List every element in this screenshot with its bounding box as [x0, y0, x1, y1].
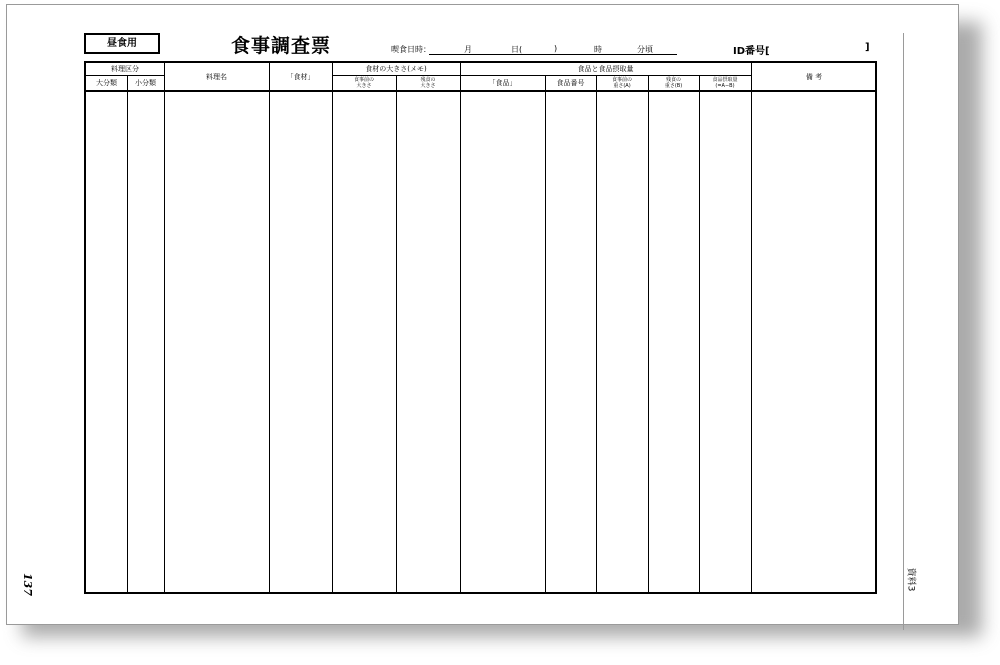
header-bottom-rule [86, 90, 875, 92]
header-weight-leftover [648, 76, 699, 90]
col-divider [545, 75, 546, 592]
month-label: 月 [464, 45, 472, 54]
header-size-leftover-line2: 大きさ [420, 83, 436, 89]
meal-survey-table [84, 61, 877, 594]
header-size-leftover [396, 76, 460, 90]
meal-type-badge: 昼食用 [84, 33, 160, 54]
id-number-label: ID番号[ [733, 46, 770, 57]
page-number: 137 [20, 573, 34, 596]
header-dish-name: 料理名 [206, 72, 227, 81]
form-page [6, 4, 959, 625]
minute-label: 分頃 [637, 45, 653, 54]
header-size-leftover-line1: 残食の [420, 77, 436, 83]
weekday-close: ) [554, 44, 558, 53]
datetime-label: 喫食日時： [391, 45, 431, 54]
header-size-before-meal [332, 76, 396, 90]
meal-datetime-field [391, 44, 661, 56]
section-label: 資料3 [905, 567, 916, 592]
header-dish-category: 料理区分 [111, 65, 139, 73]
col-divider [396, 75, 397, 592]
col-divider [332, 63, 333, 592]
header-food: 「食品」 [488, 79, 517, 87]
col-divider [596, 75, 597, 592]
form-title: 食事調査票 [231, 35, 332, 57]
hour-label: 時 [594, 45, 602, 54]
header-weight-leftover-line1: 残食の [665, 77, 681, 83]
header-minor-category: 小分類 [135, 79, 156, 87]
id-number-close: ] [865, 42, 870, 53]
header-major-category: 大分類 [96, 79, 117, 87]
header-weight-before-line1: 食事前の [611, 77, 632, 83]
header-remarks: 備 考 [805, 72, 823, 81]
header-intake-line1: 食品摂取量 [712, 77, 738, 83]
header-size-before-meal-line1: 食事前の [353, 77, 374, 83]
header-intake-amount [699, 76, 751, 90]
col-divider [648, 75, 649, 592]
margin-rule [903, 33, 904, 630]
header-ingredient: 「食材」 [286, 72, 315, 81]
col-divider [699, 75, 700, 592]
header-weight-before-line2: 重さ(A) [613, 83, 631, 89]
col-divider [127, 75, 128, 592]
header-weight-before-meal [596, 76, 648, 90]
day-label: 日( [511, 45, 523, 54]
header-food-number: 食品番号 [556, 79, 585, 87]
col-divider [460, 63, 461, 592]
header-intake-line2: (=A−B) [715, 83, 735, 89]
col-divider [269, 63, 270, 592]
col-divider [164, 63, 165, 592]
header-size-before-meal-line2: 大きさ [356, 83, 372, 89]
col-divider [751, 63, 752, 592]
header-weight-leftover-line2: 重さ(B) [664, 83, 683, 89]
header-ingredient-size: 食材の大きさ(メモ) [365, 65, 427, 73]
header-food-intake: 食品と食品摂取量 [577, 65, 634, 73]
